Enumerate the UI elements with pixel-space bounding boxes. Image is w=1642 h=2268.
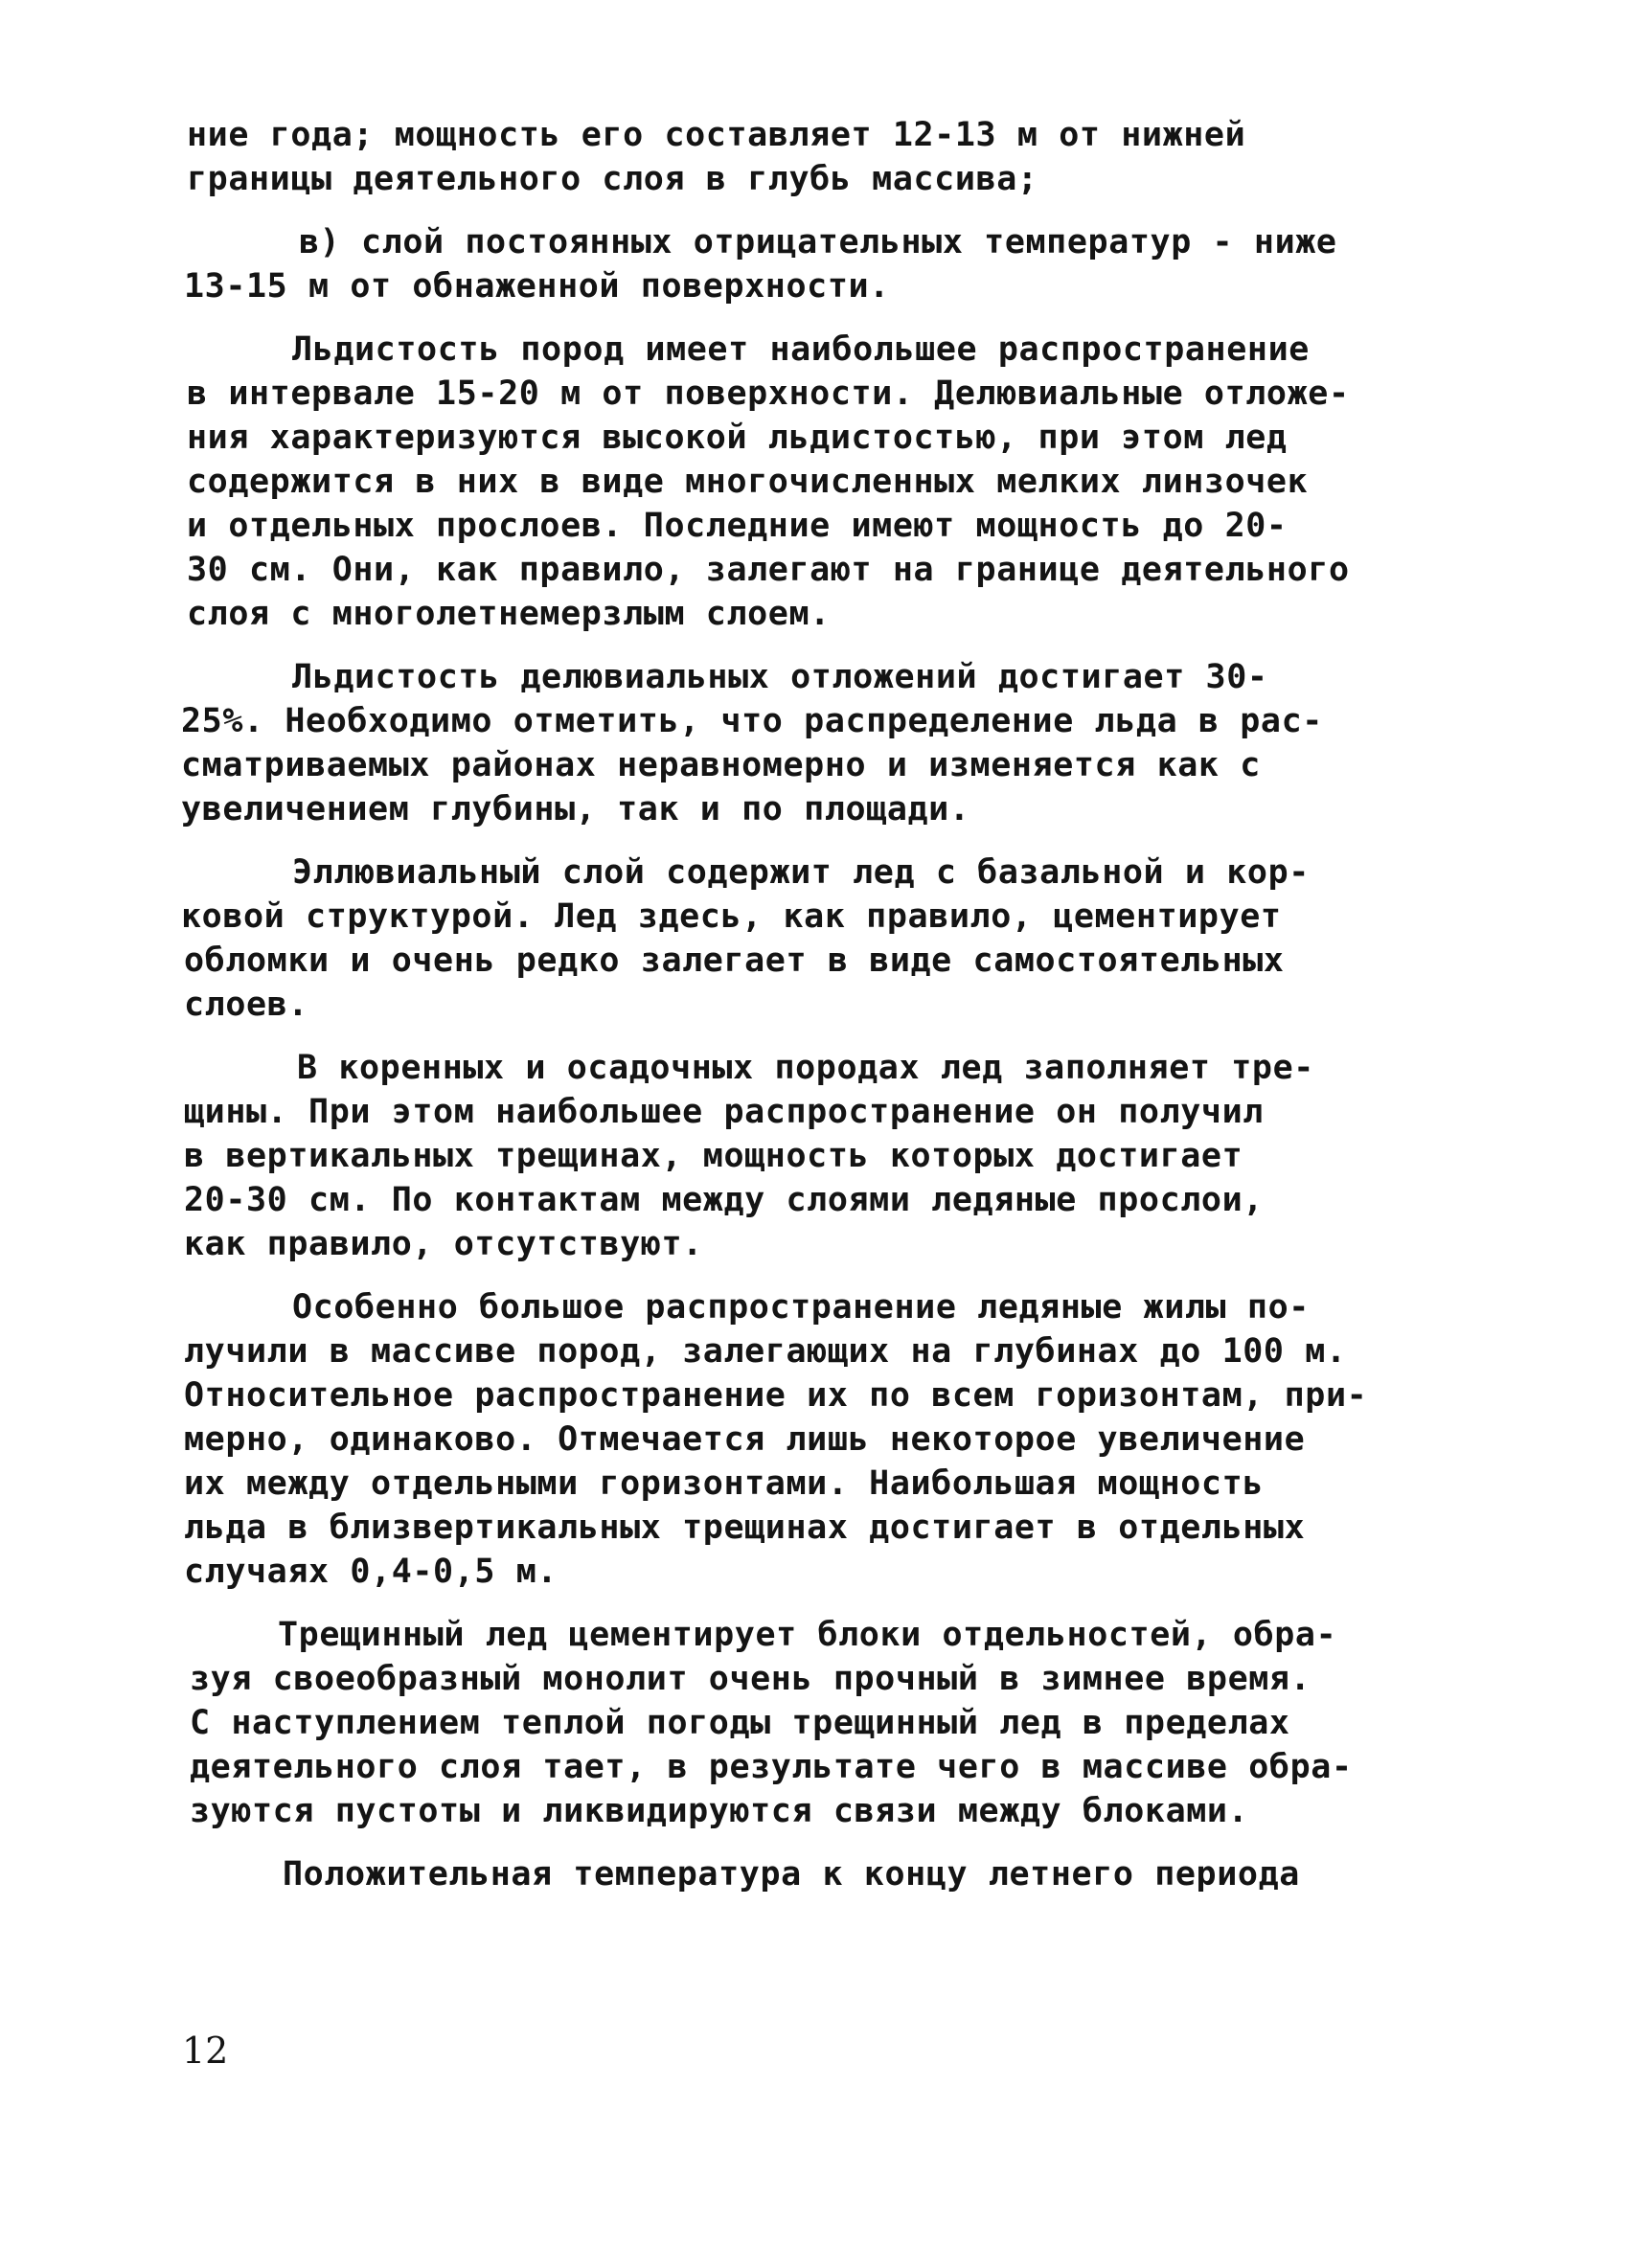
text-line: сматриваемых районах неравномерно и изменяется как с	[181, 746, 1261, 784]
page-body	[181, 113, 1471, 1896]
text-line: слоев.	[184, 986, 309, 1024]
text-line: в) слой постоянных отрицательных температур - ниже	[299, 223, 1337, 261]
text-line: ковой структурой. Лед здесь, как правило, цементирует	[181, 897, 1282, 936]
paragraph-3	[187, 328, 1471, 636]
text-line: Относительное распространение их по всем горизонтам, при-	[184, 1376, 1368, 1415]
text-line: зуя своеобразный монолит очень прочный в зимнее время.	[190, 1660, 1311, 1698]
text-line: 25%. Необходимо отметить, что распределение льда в рас-	[181, 702, 1323, 740]
text-line: границы деятельного слоя в глубь массива;	[187, 160, 1038, 198]
paragraph-9	[187, 1852, 1471, 1896]
text-line: 20-30 см. По контактам между слоями ледяные прослои,	[184, 1181, 1264, 1219]
text-line: как правило, отсутствуют.	[184, 1225, 703, 1263]
text-line: содержится в них в виде многочисленных мелких линзочек	[187, 463, 1309, 501]
paragraph-4	[181, 655, 1471, 831]
text-line: обломки и очень редко залегает в виде самостоятельных	[184, 941, 1285, 980]
text-line: Особенно большое распространение ледяные жилы по-	[292, 1288, 1310, 1327]
text-line: ние года; мощность его составляет 12-13 м от нижней	[187, 116, 1246, 154]
text-line: Эллювиальный слой содержит лед с базальной и кор-	[292, 853, 1310, 892]
paragraph-1	[187, 113, 1471, 201]
text-line: в вертикальных трещинах, мощность которых достигает	[184, 1137, 1243, 1175]
paragraph-5	[181, 850, 1471, 1027]
text-line: С наступлением теплой погоды трещинный лед в пределах	[190, 1704, 1290, 1742]
text-line: увеличением глубины, так и по площади.	[181, 790, 970, 828]
text-line: льда в близвертикальных трещинах достигает в отдельных	[184, 1508, 1306, 1547]
text-line: слоя с многолетнемерзлым слоем.	[187, 595, 831, 633]
text-line: в интервале 15-20 м от поверхности. Делювиальные отложе-	[187, 374, 1350, 413]
text-line: щины. При этом наибольшее распространение он получил	[184, 1093, 1264, 1131]
text-line: мерно, одинаково. Отмечается лишь некоторое увеличение	[184, 1420, 1306, 1459]
text-line: деятельного слоя тает, в результате чего в массиве обра-	[190, 1748, 1353, 1786]
text-line: их между отдельными горизонтами. Наибольшая мощность	[184, 1464, 1264, 1503]
text-line: Льдистость делювиальных отложений достигает 30-	[292, 658, 1268, 696]
text-line: Трещинный лед цементирует блоки отдельностей, обра-	[278, 1616, 1337, 1654]
page-number: 12	[182, 2030, 229, 2072]
text-line: 30 см. Они, как правило, залегают на границе деятельного	[187, 551, 1350, 589]
paragraph-2	[184, 220, 1471, 308]
paragraph-8	[187, 1613, 1471, 1833]
text-line: и отдельных прослоев. Последние имеют мощность до 20-	[187, 507, 1288, 545]
text-line: В коренных и осадочных породах лед заполняет тре-	[297, 1049, 1314, 1087]
text-line: случаях 0,4-0,5 м.	[184, 1553, 559, 1591]
text-line: 13-15 м от обнаженной поверхности.	[184, 267, 890, 306]
text-line: Положительная температура к концу летнего периода	[283, 1855, 1300, 1894]
paragraph-7	[184, 1285, 1471, 1594]
paragraph-6	[184, 1046, 1471, 1266]
text-line: зуются пустоты и ликвидируются связи между блоками.	[190, 1792, 1249, 1830]
text-line: лучили в массиве пород, залегающих на глубинах до 100 м.	[184, 1332, 1347, 1371]
text-line: Льдистость пород имеет наибольшее распространение	[292, 330, 1310, 369]
text-line: ния характеризуются высокой льдистостью, при этом лед	[187, 419, 1288, 457]
